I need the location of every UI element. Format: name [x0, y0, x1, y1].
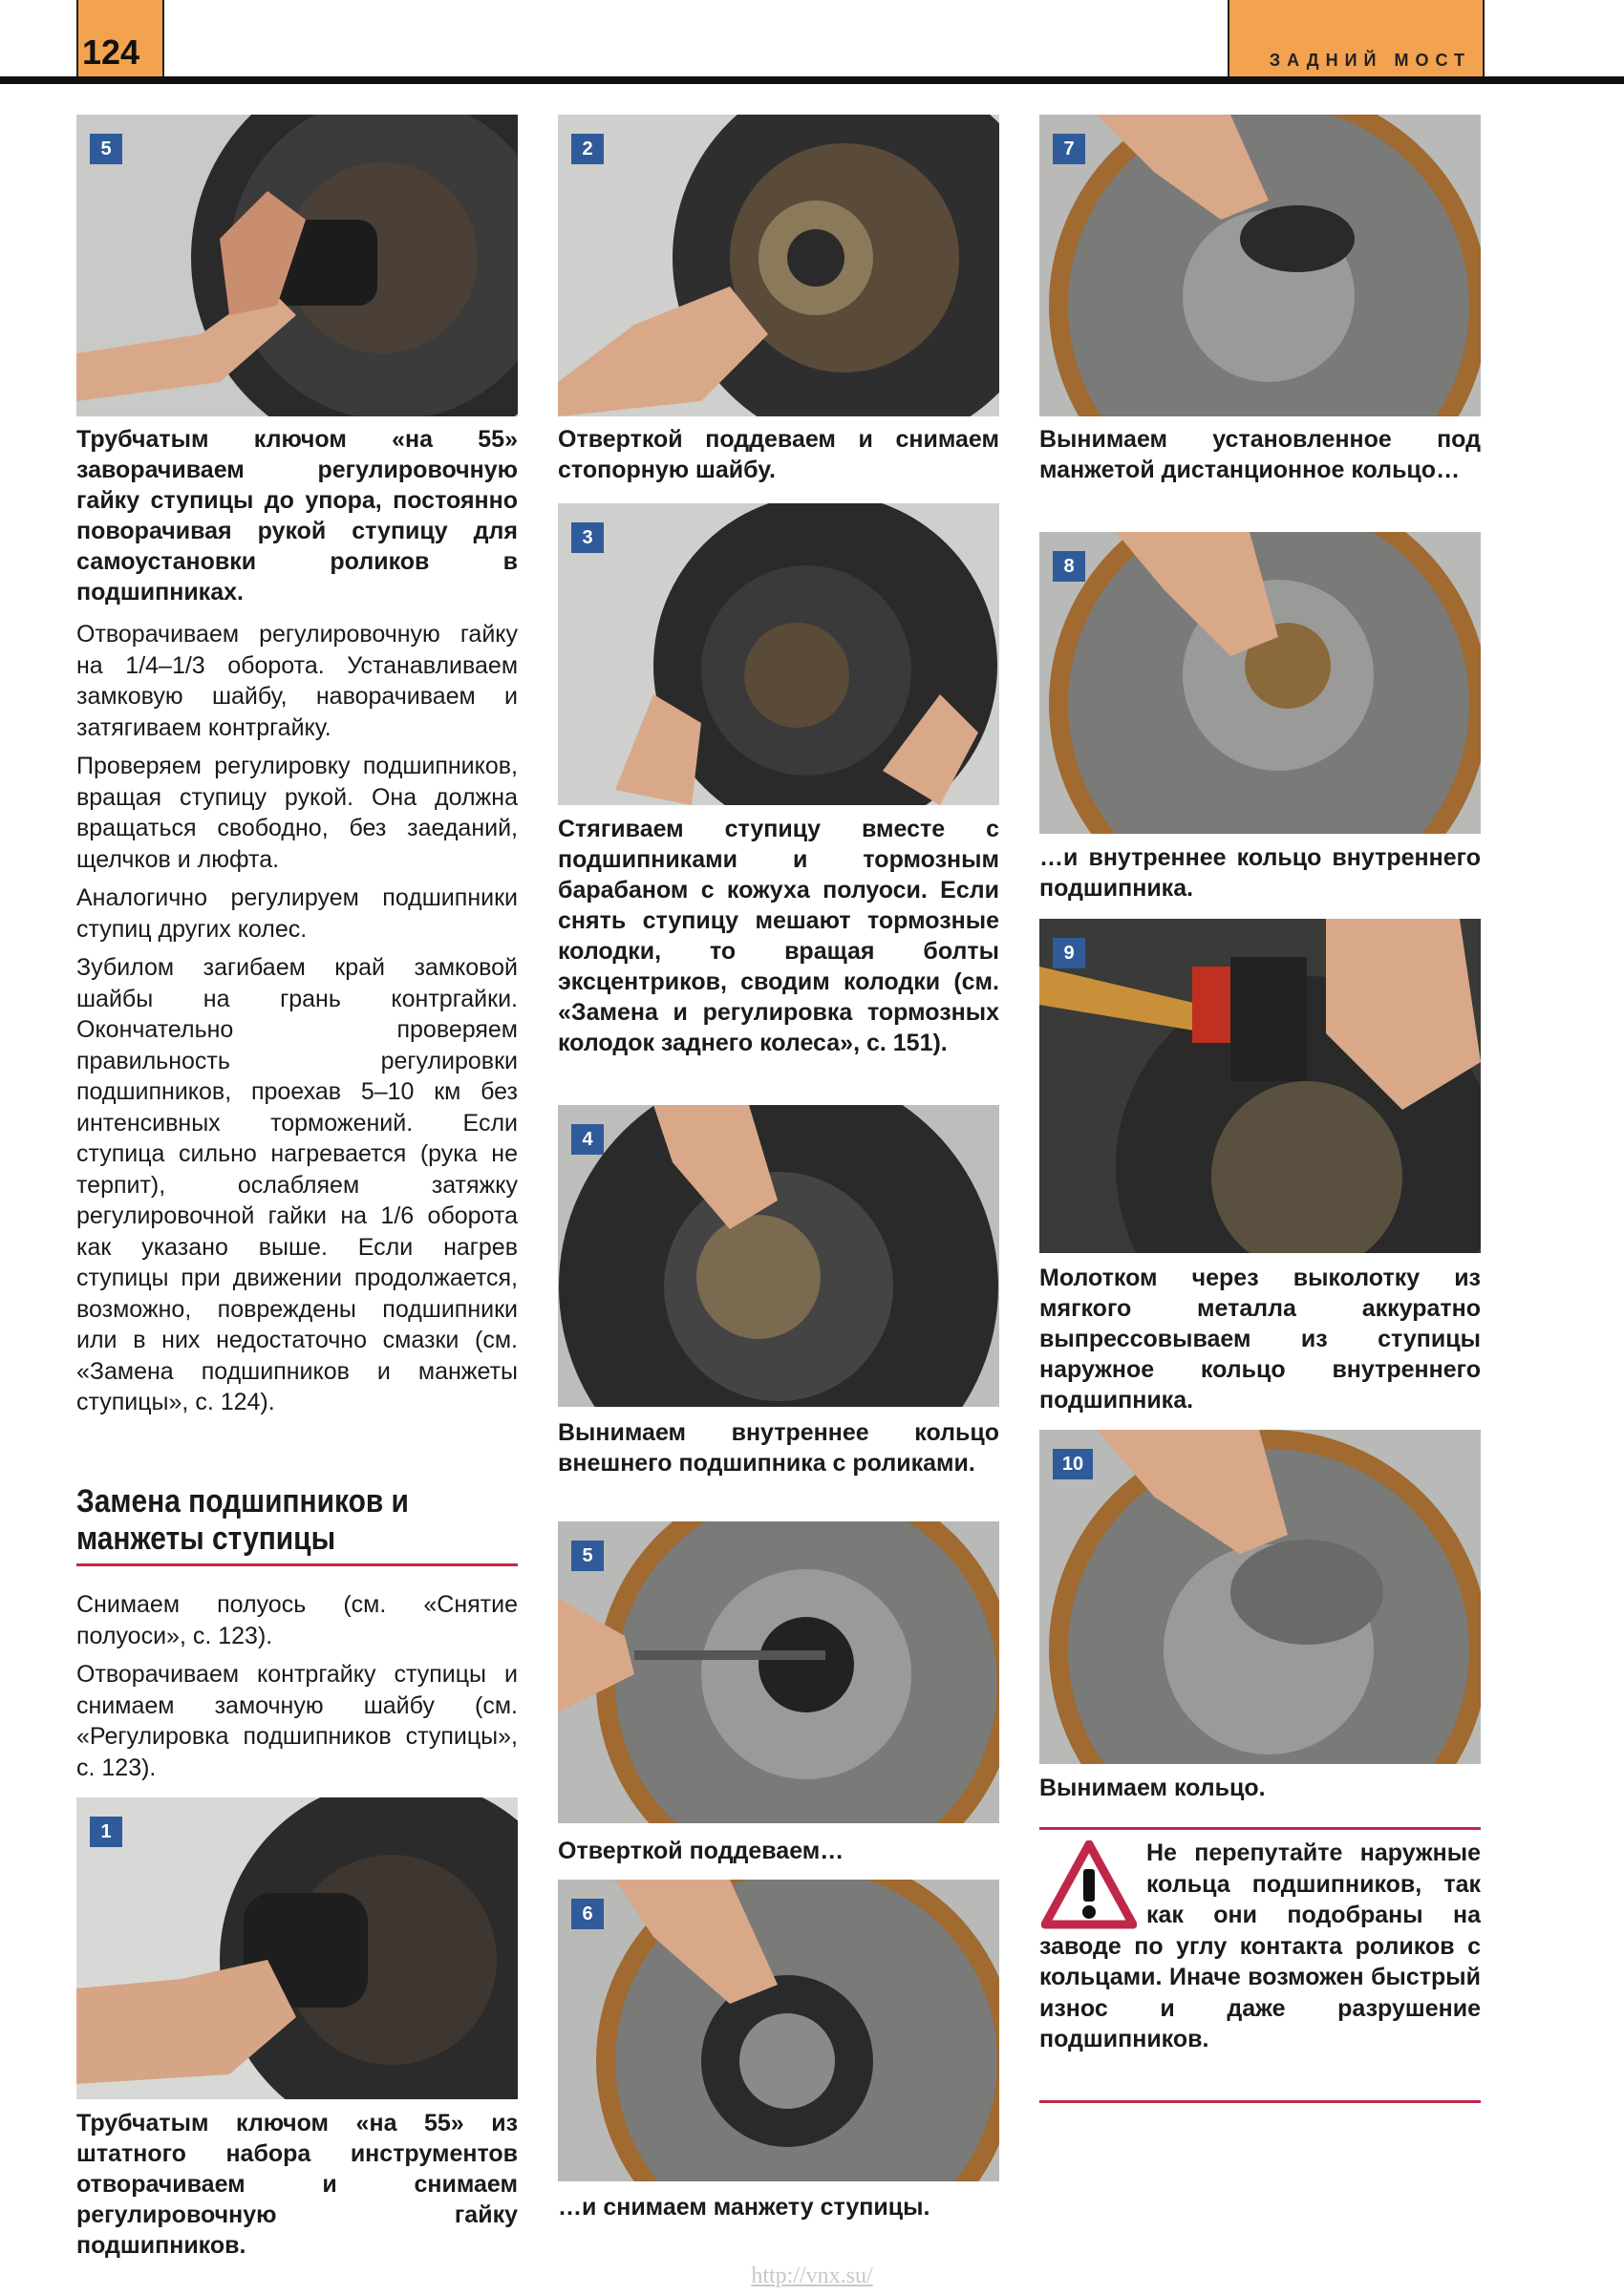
photo-step-3	[558, 503, 999, 805]
caption-step-7: Вынимаем установленное под манжетой дистанционное кольцо…	[1039, 426, 1481, 483]
section-heading: Замена подшипников и манжеты ступицы	[76, 1483, 409, 1557]
photo-step-5-col2	[558, 1521, 999, 1823]
step-badge: 9	[1053, 938, 1085, 968]
section-title: ЗАДНИЙ МОСТ	[1269, 51, 1471, 70]
step-badge: 4	[571, 1124, 604, 1155]
paragraph: Отворачиваем контргайку ступицы и снимаем замочную шайбу (см. «Регулировка подшипников ступицы», с. 123).	[76, 1661, 518, 1781]
photo-step-2	[558, 115, 999, 416]
section-title-box	[1228, 0, 1485, 76]
paragraph: Проверяем регулировку подшипников, вращая ступицу рукой. Она должна вращаться свободно, без заеданий, щелчков и люфта.	[76, 753, 518, 873]
caption-step-3: Стягиваем ступицу вместе с подшипниками и тормозным барабаном с кожуха полуоси. Если снять ступицу мешают тормозные колодки, то вращая болты эксцентриков, сводим колодки (см. «Замена и регулировка тормозных колодок заднего колеса», с. 151).	[558, 816, 999, 1056]
photo-step-4	[558, 1105, 999, 1407]
warning-rule-bottom	[1039, 2100, 1481, 2103]
step-badge: 7	[1053, 134, 1085, 164]
caption-step-5-col2: Отверткой поддеваем…	[558, 1838, 844, 1864]
step-badge: 3	[571, 522, 604, 553]
caption-step-2: Отверткой поддеваем и снимаем стопорную шайбу.	[558, 426, 999, 483]
photo-step-1	[76, 1797, 518, 2099]
caption-step-4: Вынимаем внутреннее кольцо внешнего подшипника с роликами.	[558, 1419, 999, 1477]
step-badge: 5	[571, 1541, 604, 1571]
paragraph: Отворачиваем регулировочную гайку на 1/4–1/3 оборота. Устанавливаем замковую шайбу, наворачиваем и затягиваем контргайку.	[76, 621, 518, 741]
section-body	[76, 1589, 518, 1791]
caption-step-5-col1: Трубчатым ключом «на 55» заворачиваем регулировочную гайку ступицы до упора, постоянно поворачивая рукой ступицу для самоустановки роликов в подшипниках.	[76, 426, 518, 606]
page-number-box	[76, 0, 164, 76]
photo-step-8	[1039, 532, 1481, 834]
photo-step-6	[558, 1880, 999, 2181]
photo-step-5-col1	[76, 115, 518, 416]
paragraph: Снимаем полуось (см. «Снятие полуоси», с. 123).	[76, 1591, 518, 1649]
heading-rule	[76, 1563, 518, 1566]
header-rule	[0, 76, 1624, 84]
caption-step-8: …и внутреннее кольцо внутреннего подшипника.	[1039, 844, 1481, 902]
step-badge: 6	[571, 1899, 604, 1929]
text-body-col1	[76, 619, 518, 1426]
page-number: 124	[82, 32, 140, 72]
caption-step-1: Трубчатым ключом «на 55» из штатного набора инструментов отворачиваем и снимаем регулировочную гайку подшипников.	[76, 2110, 518, 2259]
warning-rule-top	[1039, 1827, 1481, 1830]
photo-step-7	[1039, 115, 1481, 416]
paragraph: Зубилом загибаем край замковой шайбы на грань контргайки. Окончательно проверяем правильность регулировки подшипников, проехав 5–10 км без интенсивных торможений. Если ступица сильно нагревается (рука не терпит), ослабляем затяжку регулировочной гайки на 1/6 оборота как указано выше. Если нагрев ступицы при движении продолжается, возможно, повреждены подшипники или в них недостаточно смазки (см. «Замена подшипников и манжеты ступицы», с. 124).	[76, 954, 518, 1415]
step-badge: 8	[1053, 551, 1085, 582]
caption-step-10: Вынимаем кольцо.	[1039, 1775, 1266, 1801]
step-badge: 2	[571, 134, 604, 164]
step-badge: 5	[90, 134, 122, 164]
footer-url[interactable]: http://vnx.su/	[751, 2264, 873, 2288]
warning-text	[1039, 1838, 1481, 2055]
step-badge: 10	[1053, 1449, 1093, 1479]
photo-step-9	[1039, 919, 1481, 1253]
paragraph: Аналогично регулируем подшипники ступиц других колес.	[76, 884, 518, 943]
step-badge: 1	[90, 1817, 122, 1847]
caption-step-9: Молотком через выколотку из мягкого металла аккуратно выпрессовываем из ступицы наружное кольцо внутреннего подшипника.	[1039, 1265, 1481, 1414]
photo-step-10	[1039, 1430, 1481, 1764]
warning-text-content: Не перепутайте наружные кольца подшипников, так как они подобраны на заводе по углу контакта роликов с кольцами. Иначе возможен быстрый износ и даже разрушение подшипников.	[1039, 1839, 1481, 2052]
caption-step-6: …и снимаем манжету ступицы.	[558, 2194, 930, 2221]
